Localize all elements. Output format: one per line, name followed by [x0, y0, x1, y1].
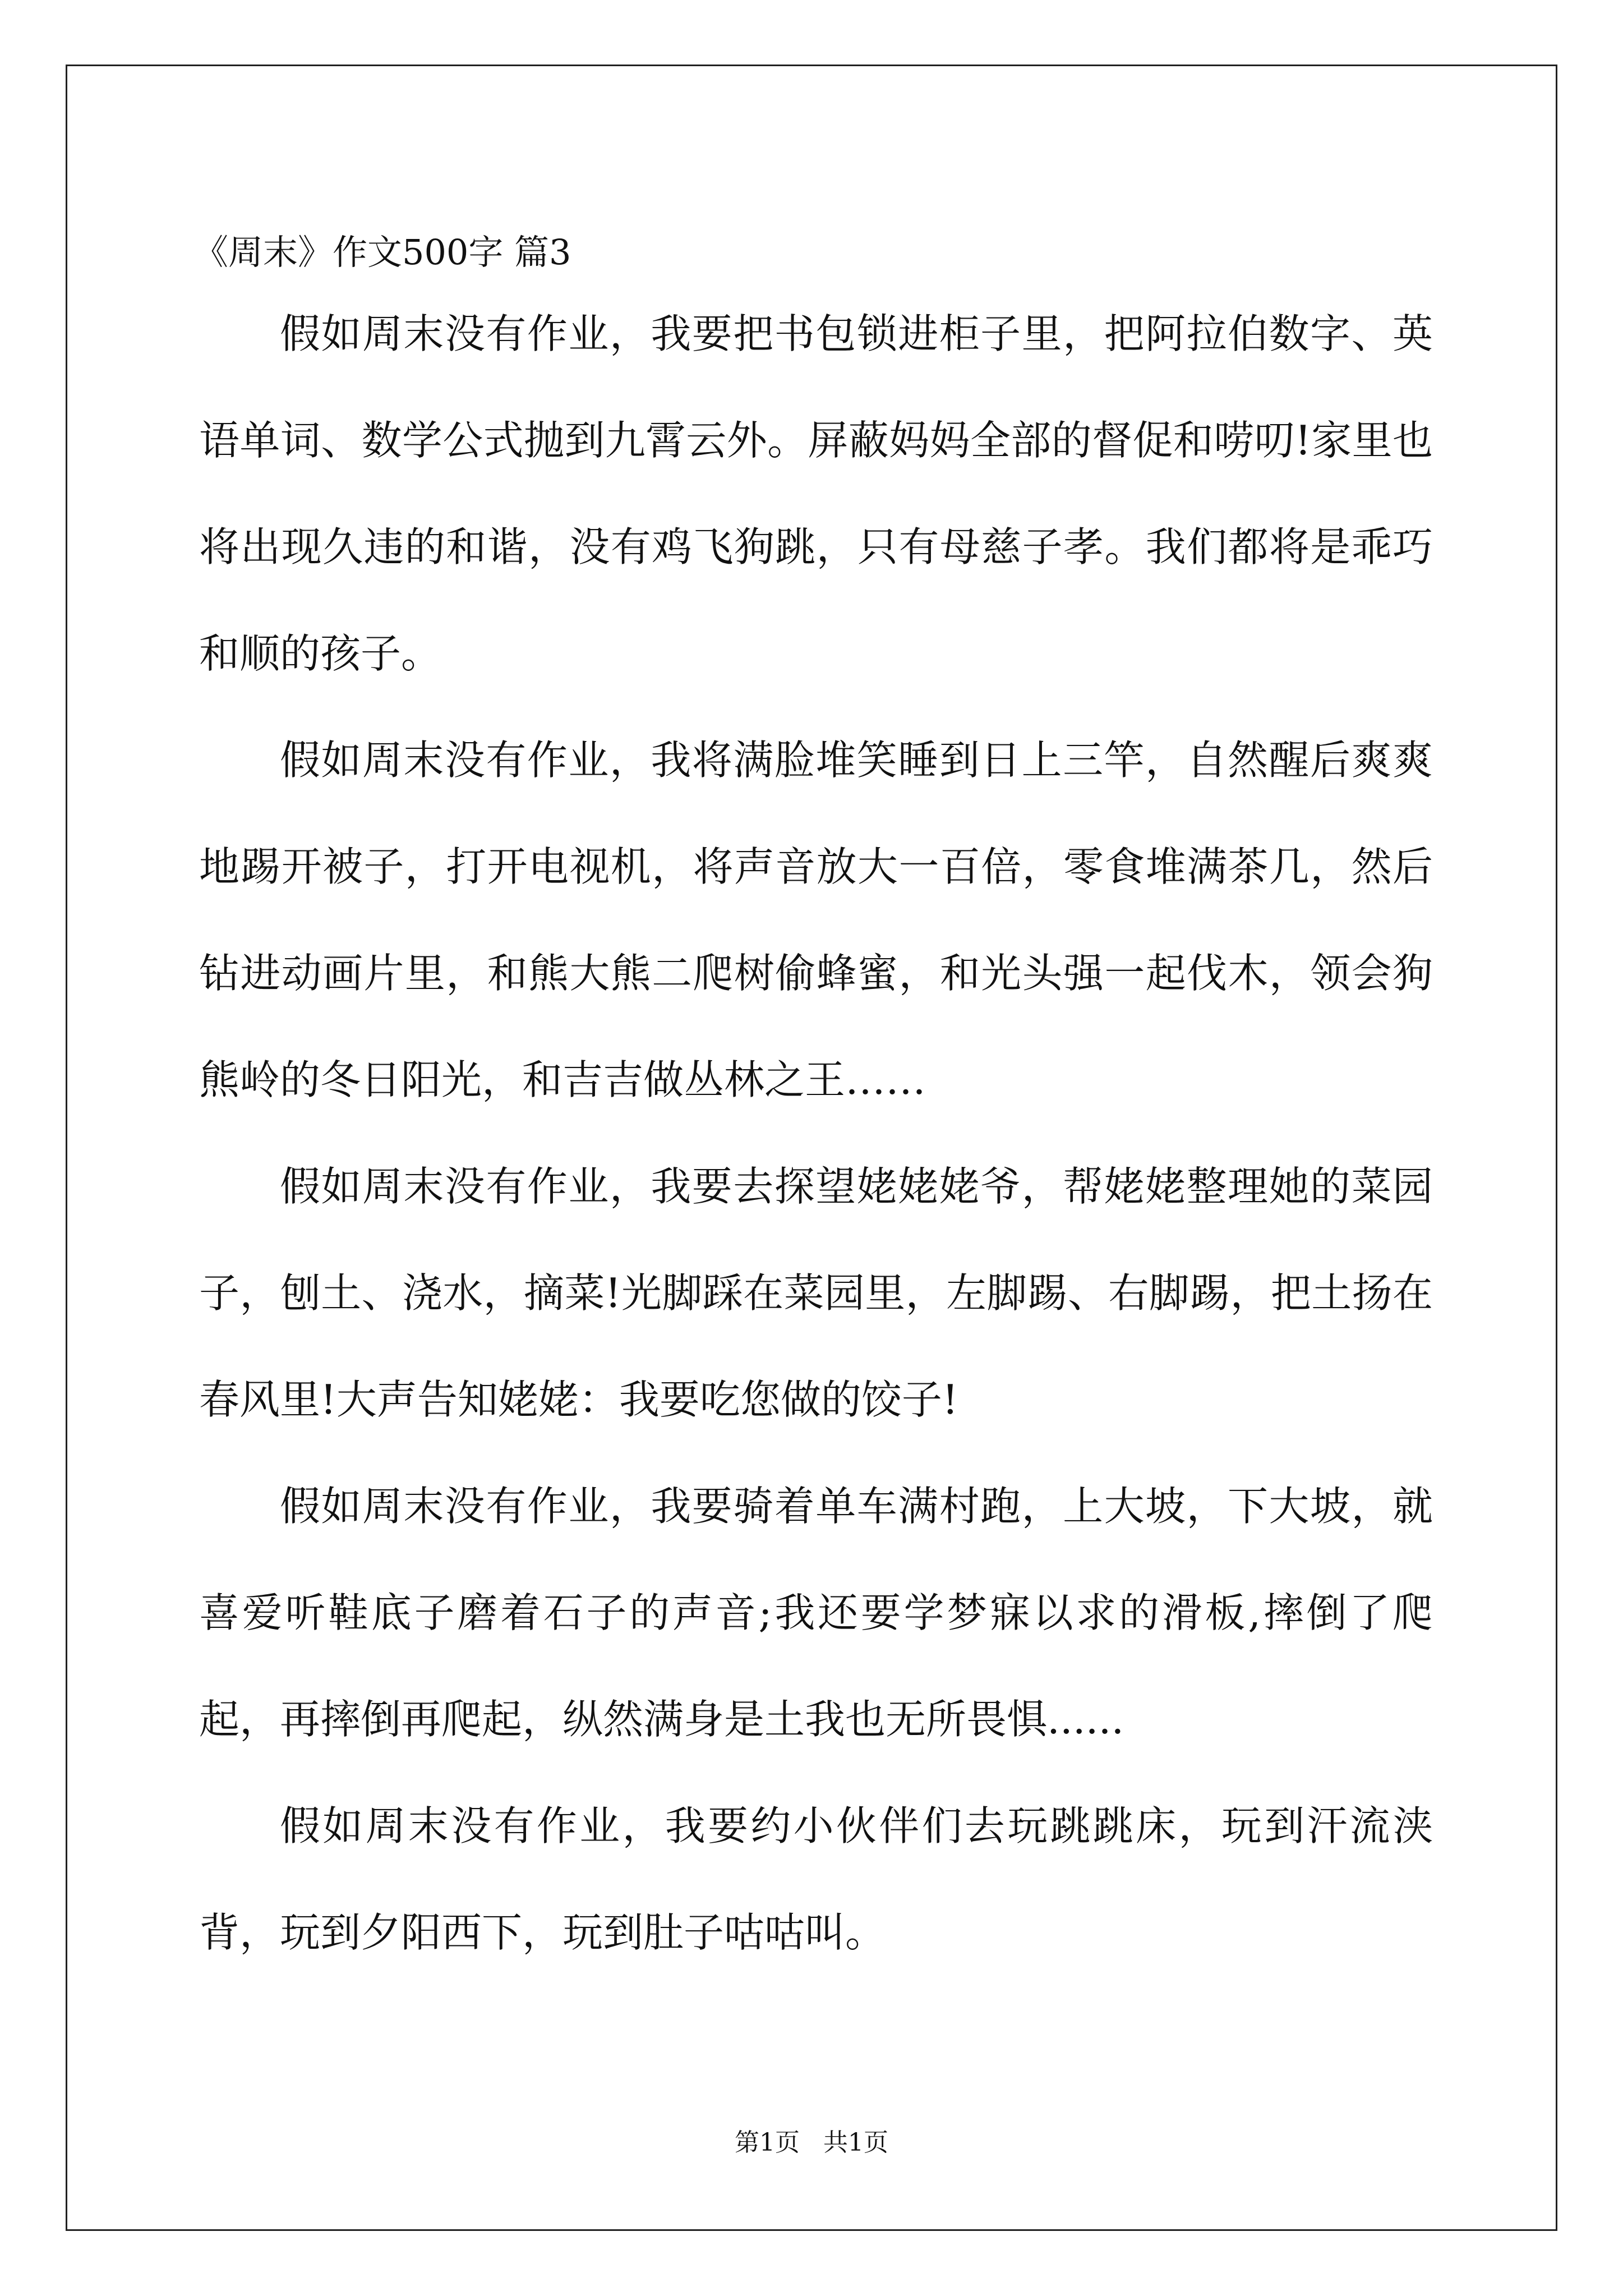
- paragraph-1: 假如周末没有作业，我要把书包锁进柜子里，把阿拉伯数字、英语单词、数学公式抛到九霄云外。屏蔽妈妈全部的督促和唠叨!家里也将出现久违的和谐，没有鸡飞狗跳，只有母慈子孝。我们都将是乖巧和顺的孩子。: [199, 310, 1433, 677]
- page-footer: 第1页 共1页: [735, 2128, 888, 2157]
- paragraph-5: 假如周末没有作业，我要约小伙伴们去玩跳跳床，玩到汗流浃背，玩到夕阳西下，玩到肚子咕咕叫。: [199, 1802, 1433, 1956]
- paragraph-4: 假如周末没有作业，我要骑着单车满村跑，上大坡，下大坡，就喜爱听鞋底子磨着石子的声音;我还要学梦寐以求的滑板,摔倒了爬起，再摔倒再爬起，纵然满身是土我也无所畏惧......: [199, 1483, 1433, 1743]
- document-body: [199, 280, 1433, 1986]
- paragraph-3: 假如周末没有作业，我要去探望姥姥姥爷，帮姥姥整理她的菜园子，刨土、浇水，摘菜!光脚踩在菜园里，左脚踢、右脚踢，把土扬在春风里!大声告知姥姥：我要吃您做的饺子!: [199, 1163, 1433, 1423]
- document-title: 《周末》作文500字 篇3: [193, 232, 571, 273]
- paragraph-2: 假如周末没有作业，我将满脸堆笑睡到日上三竿，自然醒后爽爽地踢开被子，打开电视机，将声音放大一百倍，零食堆满茶几，然后钻进动画片里，和熊大熊二爬树偷蜂蜜，和光头强一起伐木，领会狗熊岭的冬日阳光，和吉吉做丛林之王……: [199, 737, 1433, 1103]
